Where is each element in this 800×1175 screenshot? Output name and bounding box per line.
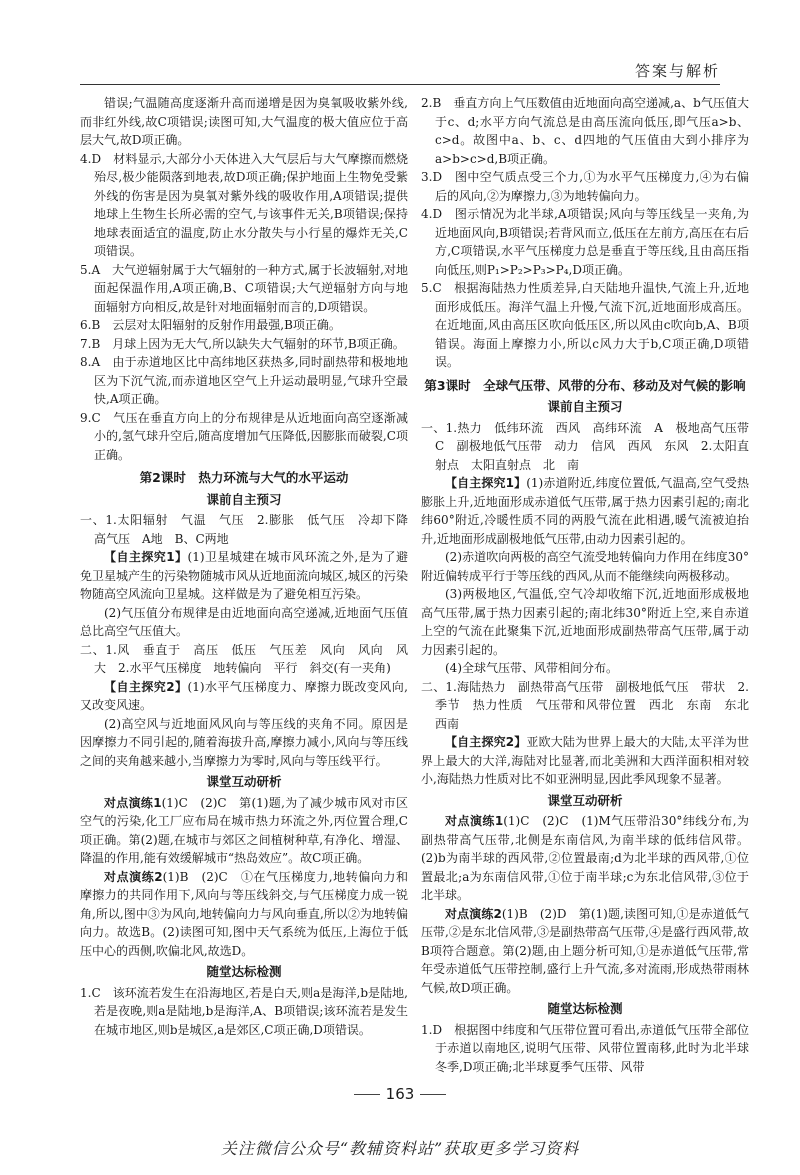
paragraph-label: 【自主探究1】 bbox=[104, 550, 188, 564]
answer-item: 4.D 图示情况为北半球,A项错误;风向与等压线呈一夹角,为近地面风向,B项错误;若背风而立,低压在左前方,高压在右后方,C项错误,水平气压梯度力总是垂直于等压线,且由高压指向低压,则P₁>P₂>P₃>P₄,D项正确。 bbox=[421, 207, 749, 277]
paragraph-text: 亚欧大陆为世界上最大的大陆,太平洋为世界上最大的大洋,海陆对比显著,而北美洲和大西洋面积相对较小,海陆热力性质对比不如亚洲明显,因此季风现象不显著。 bbox=[421, 735, 749, 786]
paragraph-text: (1)B (2)C ①在气压梯度力,地转偏向力和摩擦力的共同作用下,风向与等压线斜交,与气压梯度力成一锐角,所以,图中③为风向,地转偏向力与风向垂直,所以②为地转偏向力。故选B。(2)读图可知,图中天气系统为低压,上海位于低压中心的西侧,吹偏北风,故选D。 bbox=[80, 869, 408, 958]
section-heading: 随堂达标检测 bbox=[206, 964, 282, 979]
answer-item: 3.D 图中空气质点受三个力,①为水平气压梯度力,④为右偏后的风向,②为摩擦力,③为地转偏向力。 bbox=[421, 170, 749, 203]
paragraph-label: 【自主探究2】 bbox=[104, 679, 188, 694]
left-column bbox=[80, 94, 421, 1039]
labeled-paragraph bbox=[421, 733, 749, 789]
paragraph: (3)两极地区,气温低,空气冷却收缩下沉,近地面形成极地高气压带,属于热力因素引起的;南北纬30°附近上空,来自赤道上空的气流在此聚集下沉,近地面形成副热带高气压带,属于动力因素引起的。 bbox=[421, 587, 749, 657]
answer-item: 4.D 材料显示,大部分小天体进入大气层后与大气摩擦而燃烧殆尽,极少能陨落到地表,故D项正确;保护地面上生物免受紫外线的伤害是因为臭氧对紫外线的吸收作用,A项错误;提供地球上生物生长所必需的空气,与该事件无关,B项错误;保持地球表面适宜的温度,防止水分散失与小行星的爆炸无关,C项错误。 bbox=[80, 151, 408, 258]
paragraph-label: 对点演练1 bbox=[104, 795, 162, 810]
section-heading: 课前自主预习 bbox=[547, 399, 623, 414]
paragraph: (4)全球气压带、风带相间分布。 bbox=[445, 661, 618, 675]
answer-item: 5.A 大气逆辐射属于大气辐射的一种方式,属于长波辐射,对地面起保温作用,A项正确,B、C项错误;大气逆辐射方向与地面辐射方向相反,故是针对地面辐射而言的,D项错误。 bbox=[80, 262, 408, 314]
lesson-heading: 第2课时 热力环流与大气的水平运动 bbox=[139, 470, 349, 485]
labeled-paragraph bbox=[421, 905, 749, 998]
paragraph: (2)赤道吹向两极的高空气流受地转偏向力作用在纬度30°附近偏转成平行于等压线的西风,从而不能继续向两极移动。 bbox=[421, 550, 749, 583]
labeled-paragraph bbox=[421, 474, 749, 548]
section-heading: 随堂达标检测 bbox=[547, 1001, 623, 1016]
right-column bbox=[421, 94, 762, 1076]
answer-item: 1.C 该环流若发生在沿海地区,若是白天,则a是海洋,b是陆地,若是夜晚,则a是陆地,b是海洋,A、B项错误;该环流若是发生在城市地区,则b是城区,a是郊区,C项正确,D项错误。 bbox=[80, 985, 408, 1037]
paragraph-text: (1)赤道附近,纬度位置低,气温高,空气受热膨胀上升,近地面形成赤道低气压带,属于热力因素引起的;南北纬60°附近,冷暖性质不同的两股气流在此相遇,暖气流被迫抬升,近地面形成副极地低气压带,由动力因素引起的。 bbox=[421, 476, 749, 546]
answer-item: 9.C 气压在垂直方向上的分布规律是从近地面向高空逐渐减小的,氢气球升空后,随高度增加气压降低,因膨胀而破裂,C项正确。 bbox=[80, 410, 408, 462]
page-number-dash bbox=[420, 1094, 446, 1095]
paragraph-text: (1)C (2)C (1)M气压带沿30°纬线分布,为副热带高气压带,北侧是东南信风,为南半球的低纬信风带。(2)b为南半球的西风带,②位置最南;d为北半球的西风带,①位置最北;a为东南信风带,①位于南半球;c为东北信风带,③位于北半球。 bbox=[421, 814, 749, 902]
answer-item: 7.B 月球上因为无大气,所以缺失大气辐射的环节,B项正确。 bbox=[80, 336, 405, 351]
page-number bbox=[0, 1085, 800, 1103]
paragraph: 错误;气温随高度逐渐升高而递增是因为臭氧吸收紫外线,而非红外线,故C项错误;读图可知,大气温度的极大值应位于高层大气,故D项正确。 bbox=[80, 96, 408, 147]
paragraph: (2)高空风与近地面风风向与等压线的夹角不同。原因是因摩擦力不同引起的,随着海拔升高,摩擦力减小,风向与等压线之间的夹角越来越小,当摩擦力为零时,风向与等压线平行。 bbox=[80, 716, 408, 768]
paragraph: (2)气压值分布规律是由近地面向高空递减,近地面气压值总比高空气压值大。 bbox=[80, 605, 408, 638]
page-number-dash bbox=[354, 1094, 380, 1095]
labeled-paragraph bbox=[421, 812, 749, 905]
paragraph-text: (1)卫星城建在城市风环流之外,是为了避免卫星城产生的污染物随城市风从近地面流向城区,城区的污染物随高空风流向卫星城。这样做是为了避免相互污染。 bbox=[80, 550, 408, 601]
section-heading: 课堂互动研析 bbox=[547, 792, 623, 808]
paragraph-label: 【自主探究1】 bbox=[445, 476, 527, 490]
answer-item: 2.B 垂直方向上气压数值由近地面向高空递减,a、b气压值大于c、d;水平方向气流总是由高压流向低压,即气压a>b、c>d。故图中a、b、c、d四地的气压值由大到小排序为a>b>c>d,B项正确。 bbox=[421, 96, 749, 166]
page-header bbox=[80, 60, 720, 85]
paragraph-label: 对点演练2 bbox=[104, 869, 163, 884]
paragraph-label: 对点演练1 bbox=[445, 814, 504, 828]
labeled-paragraph bbox=[80, 678, 408, 715]
answer-item: 6.B 云层对太阳辐射的反射作用最强,B项正确。 bbox=[80, 318, 341, 332]
answer-item: 一、1.热力 低纬环流 西风 高纬环流 A 极地高气压带 C 副极地低气压带 动力 信风 西风 东风 2.太阳直射点 太阳直射点 北 南 bbox=[421, 420, 762, 472]
labeled-paragraph bbox=[80, 794, 408, 868]
answer-item: 1.D 根据图中纬度和气压带位置可看出,赤道低气压带全部位于赤道以南地区,说明气压带、风带位置南移,此时为北半球冬季,D项正确;北半球夏季气压带、风带 bbox=[421, 1022, 749, 1074]
answer-item: 二、1.海陆热力 副热带高气压带 副极地低气压 带状 2.季节 热力性质 气压带和风带位置 西北 东南 东北 西南 bbox=[421, 679, 762, 731]
paragraph-label: 对点演练2 bbox=[445, 906, 502, 921]
footer-note: 关注微信公众号“教辅资料站”获取更多学习资料 bbox=[220, 1139, 580, 1158]
answer-item: 5.C 根据海陆热力性质差异,白天陆地升温快,气流上升,近地面形成低压。海洋气温上升慢,气流下沉,近地面形成高压。在近地面,风由高压区吹向低压区,所以风由c吹向b,A、B项错误。海面上摩擦力小,所以c风力大于b,C项正确,D项错误。 bbox=[421, 281, 749, 369]
answer-item: 一、1.太阳辐射 气温 气压 2.膨胀 低气压 冷却下降 高气压 A地 B、C两地 bbox=[80, 513, 421, 546]
paragraph-text: (1)B (2)D 第(1)题,读图可知,①是赤道低气压带,②是东北信风带,③是副热带高气压带,④是盛行西风带,故B项符合题意。第(2)题,由上题分析可知,①是赤道低气压带,常年受赤道低气压带控制,盛行上升气流,多对流雨,形成热带雨林气候,故D项正确。 bbox=[421, 906, 749, 995]
answer-item: 二、1.风 垂直于 高压 低压 气压差 风向 风向 风 大 2.水平气压梯度 地转偏向 平行 斜交(有一夹角) bbox=[80, 642, 421, 675]
lesson-heading: 第3课时 全球气压带、风带的分布、移动及对气候的影响 bbox=[424, 377, 746, 393]
paragraph-label: 【自主探究2】 bbox=[445, 735, 527, 749]
labeled-paragraph bbox=[80, 868, 408, 961]
section-heading: 课前自主预习 bbox=[206, 491, 282, 507]
paragraph-text: (1)水平气压梯度力、摩擦力既改变风向,又改变风速。 bbox=[80, 679, 408, 712]
page-number-value: 163 bbox=[385, 1085, 415, 1103]
labeled-paragraph bbox=[80, 548, 408, 604]
header-title: 答案与解析 bbox=[634, 62, 720, 80]
paragraph-text: (1)C (2)C 第(1)题,为了减少城市风对市区空气的污染,化工厂应布局在城市热力环流之外,丙位置合理,C项正确。第(2)题,在城市与郊区之间植树种草,有净化、增湿、降温的作用,能有效缓解城市“热岛效应”。故C项正确。 bbox=[80, 795, 408, 865]
answer-item: 8.A 由于赤道地区比中高纬地区获热多,同时副热带和极地地区为下沉气流,而赤道地区空气上升运动最明显,气球升空最快,A项正确。 bbox=[80, 355, 408, 406]
section-heading: 课堂互动研析 bbox=[206, 774, 282, 789]
